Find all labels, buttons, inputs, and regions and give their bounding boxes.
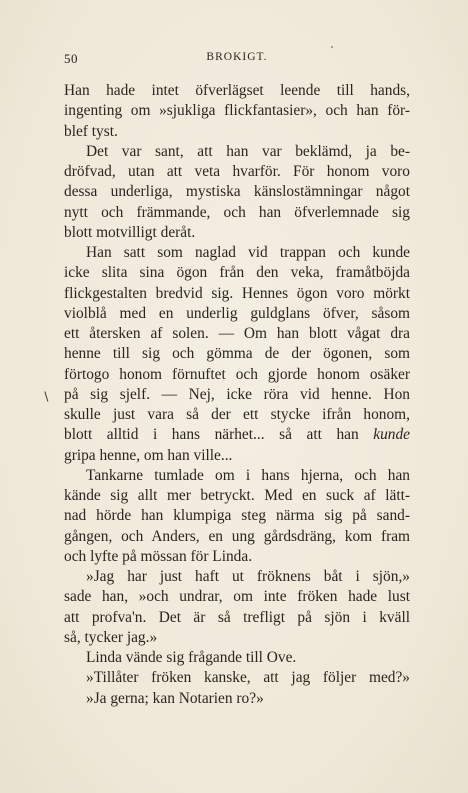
text-line (64, 425, 410, 445)
body-text (64, 81, 410, 709)
text-line: »Jag har just haft ut fröknens båt i sjön,» (86, 568, 410, 585)
text-line: violblå med en underlig guldglans öfver, såsom (64, 304, 410, 322)
text-line: blott motvilligt deråt. (64, 223, 196, 241)
text-line: på sig sjelf. — Nej, icke röra vid henne. Hon (64, 385, 410, 403)
text-line: förtogo honom förnuftet och gjorde honom osäker (64, 365, 410, 383)
text-line: Han hade intet öfverlägset leende till hands, (64, 82, 410, 99)
text-line: gripa henne, om han ville... (64, 446, 233, 464)
text-line: ingenting om »sjukliga flickfantasier», och han för- (64, 102, 410, 120)
text-line: och lyfte på mössan för Linda. (64, 547, 253, 565)
text-line: Det var sant, att han var beklämd, ja be- (86, 142, 410, 160)
text-line: gången, och Anders, en ung gårdsdräng, kom fram (64, 527, 410, 545)
text-line: Han satt som naglad vid trappan och kunde (86, 244, 410, 261)
text-line: »Tillåter fröken kanske, att jag följer med?» (86, 669, 410, 687)
paper-speck (331, 46, 333, 48)
text-line: så, tycker jag.» (64, 628, 158, 646)
text-line: sade han, »och undrar, om inte fröken hade lust (64, 588, 410, 606)
text-line-part: blott alltid i hans närhet... så att han (64, 426, 359, 444)
text-line: henne till sig och gömma de der ögonen, som (64, 345, 410, 363)
text-line: nad hörde han klumpiga steg närma sig på sand- (64, 507, 410, 525)
text-line: dessa underliga, mystiska känslostämningar något (64, 183, 410, 201)
text-line: Linda vände sig frågande till Ove. (86, 649, 297, 666)
margin-mark: ∖ (42, 390, 50, 404)
text-line: »Ja gerna; kan Notarien ro?» (86, 689, 264, 707)
text-line: flickgestalten bredvid sig. Hennes ögon voro mörkt (64, 284, 410, 302)
text-line: blef tyst. (64, 122, 118, 140)
text-line: att profva'n. Det är så trefligt på sjön i kväll (64, 608, 410, 626)
text-line: skulle just vara så der ett stycke ifrån honom, (64, 406, 410, 423)
running-title: BROKIGT. (206, 51, 268, 63)
text-line: ett återsken af solen. — Om han blott vågat dra (64, 325, 410, 342)
page-number: 50 (64, 51, 78, 66)
page-header (64, 51, 410, 67)
text-line: Tankarne tumlade om i hans hjerna, och han (86, 466, 410, 484)
emphasized-word: kunde (373, 426, 410, 444)
text-line: kände sig allt mer betryckt. Med en suck af lätt- (64, 487, 410, 504)
text-line: dröfvad, utan att veta hvarför. För honom voro (64, 163, 410, 180)
text-line: icke slita sina ögon från den veka, framåtböjda (64, 264, 410, 282)
text-line: nytt och främmande, och han öfverlemnade sig (64, 203, 410, 221)
